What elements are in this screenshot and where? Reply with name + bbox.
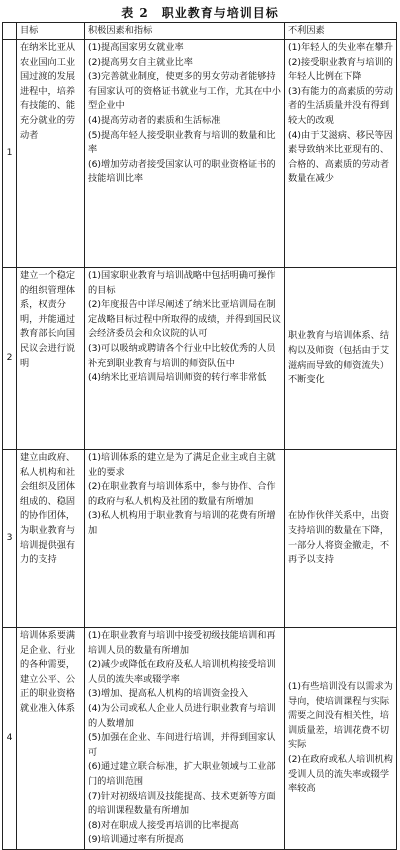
positive-item: (8)对在职成人接受再培训的比率提高: [88, 819, 239, 831]
table-row: [3, 268, 397, 450]
table-title: 表 2 职业教育与培训目标: [121, 6, 279, 20]
negative-item: (2)接受职业教育与培训的年轻人比例在下降: [288, 56, 393, 83]
row-number: 4: [3, 628, 17, 850]
negative-cell: [285, 268, 397, 450]
positive-item: (3)增加、提高私人机构的培训资金投入: [88, 688, 249, 700]
negative-item: (3)有能力的高素质的劳动者的生活质量并没有得到较大的改观: [288, 85, 393, 126]
positive-item: (3)完善就业制度，使更多的男女劳动者能够持有国家认可的资格证书就业与工作，尤其在中小型企业中: [88, 71, 281, 112]
positive-item: (9)培训通过率有所提高: [88, 834, 184, 846]
positive-item: (4)为公司或私人企业人员进行职业教育与培训的人数增加: [88, 702, 276, 729]
negative-item: (2)在政府或私人培训机构受训人员的流失率或辍学率较高: [288, 754, 393, 795]
positive-item: (2)减少或降低在政府及私人培训机构接受培训人员的流失率或辍学率: [88, 659, 276, 685]
positive-cell: [85, 40, 285, 268]
header-negative: 不利因素: [285, 23, 397, 40]
positive-item: (2)年度报告中详尽阐述了纳米比亚培训局在制定战略目标过程中所取得的成绩，并得到国民议会经济委员会和众议院的认可: [88, 299, 281, 340]
positive-cell: [85, 450, 285, 628]
header-row: [3, 23, 397, 40]
positive-item: (1)培训体系的建立是为了满足企业主或自主就业的要求: [88, 452, 276, 478]
goal-cell: 培训体系要满足企业、行业的各种需要，建立公平、公正的职业资格就业准入体系: [17, 628, 85, 850]
table-row: [3, 628, 397, 850]
negative-item: 在协作伙伴关系中，出资支持培训的数量在下降，一部分人将资金撤走，不再予以支持: [288, 510, 390, 566]
positive-item: (3)可以吸纳或聘请各个行业中比较优秀的人员补充到职业教育与培训的师资队伍中: [88, 342, 276, 369]
positive-item: (1)国家职业教育与培训战略中包括明确可操作的目标: [88, 270, 276, 296]
positive-item: (5)加强在企业、车间进行培训，并得到国家认可: [88, 732, 276, 758]
positive-item: (6)增加劳动者接受国家认可的职业资格证书的技能培训比率: [88, 158, 276, 185]
negative-cell: [285, 628, 397, 850]
goal-cell: 建立一个稳定的组织管理体系，权责分明，并能通过教育部长向国民议会进行说明: [17, 268, 85, 450]
negative-item: (1)年轻人的失业率在攀升: [288, 42, 393, 53]
negative-cell: [285, 40, 397, 268]
positive-item: (5)提高年轻人接受职业教育与培训的数量和比率: [88, 129, 276, 156]
table-row: [3, 40, 397, 268]
negative-item: (4)由于艾滋病、移民等因素导致纳米比亚现有的、合格的、高素质的劳动者数量在减少: [288, 129, 393, 185]
row-number: 3: [3, 450, 17, 628]
table-row: [3, 450, 397, 628]
positive-item: (3)私人机构用于职业教育与培训的花费有所增加: [88, 510, 276, 536]
positive-item: (1)在职业教育与培训中接受初级技能培训和再培训人员的数量有所增加: [88, 630, 276, 656]
positive-item: (1)提高国家男女就业率: [88, 42, 184, 53]
positive-item: (6)通过建立联合标准，扩大职业领域与工业部门的培训范围: [88, 761, 276, 787]
header-positive: 积极因素和指标: [85, 23, 285, 40]
positive-item: (4)提高劳动者的素质和生活标准: [88, 114, 221, 126]
positive-item: (2)在职业教育与培训体系中，参与协作、合作的政府与私人机构及社团的数量有所增加: [88, 481, 276, 507]
header-goal: 目标: [17, 23, 85, 40]
goal-cell: 建立由政府、私人机构和社会组织及团体组成的、稳固的协作团体，为职业教育与培训提供强有力的支持: [17, 450, 85, 628]
negative-cell: [285, 450, 397, 628]
goals-table: [2, 22, 397, 850]
negative-item: 职业教育与培训体系、结构以及师资（包括由于艾滋病而导致的师资流失）不断变化: [288, 330, 390, 386]
negative-item: (1)有些培训没有以需求为导向，使培训课程与实际需要之间没有相关性，培训质量差，培训花费不切实际: [288, 681, 393, 751]
positive-cell: [85, 628, 285, 850]
row-number: 1: [3, 40, 17, 268]
positive-item: (7)针对初级培训及技能提高、技术更新等方面的培训课程数量有所增加: [88, 790, 276, 817]
goal-cell: 在纳米比亚从农业国向工业国过渡的发展进程中，培养有技能的、能充分就业的劳动者: [17, 40, 85, 268]
positive-item: (2)提高男女自主就业比率: [88, 56, 193, 68]
row-number: 2: [3, 268, 17, 450]
positive-cell: [85, 268, 285, 450]
positive-item: (4)纳米比亚培训局培训师资的转行率非常低: [88, 372, 267, 384]
header-num: [3, 23, 17, 40]
